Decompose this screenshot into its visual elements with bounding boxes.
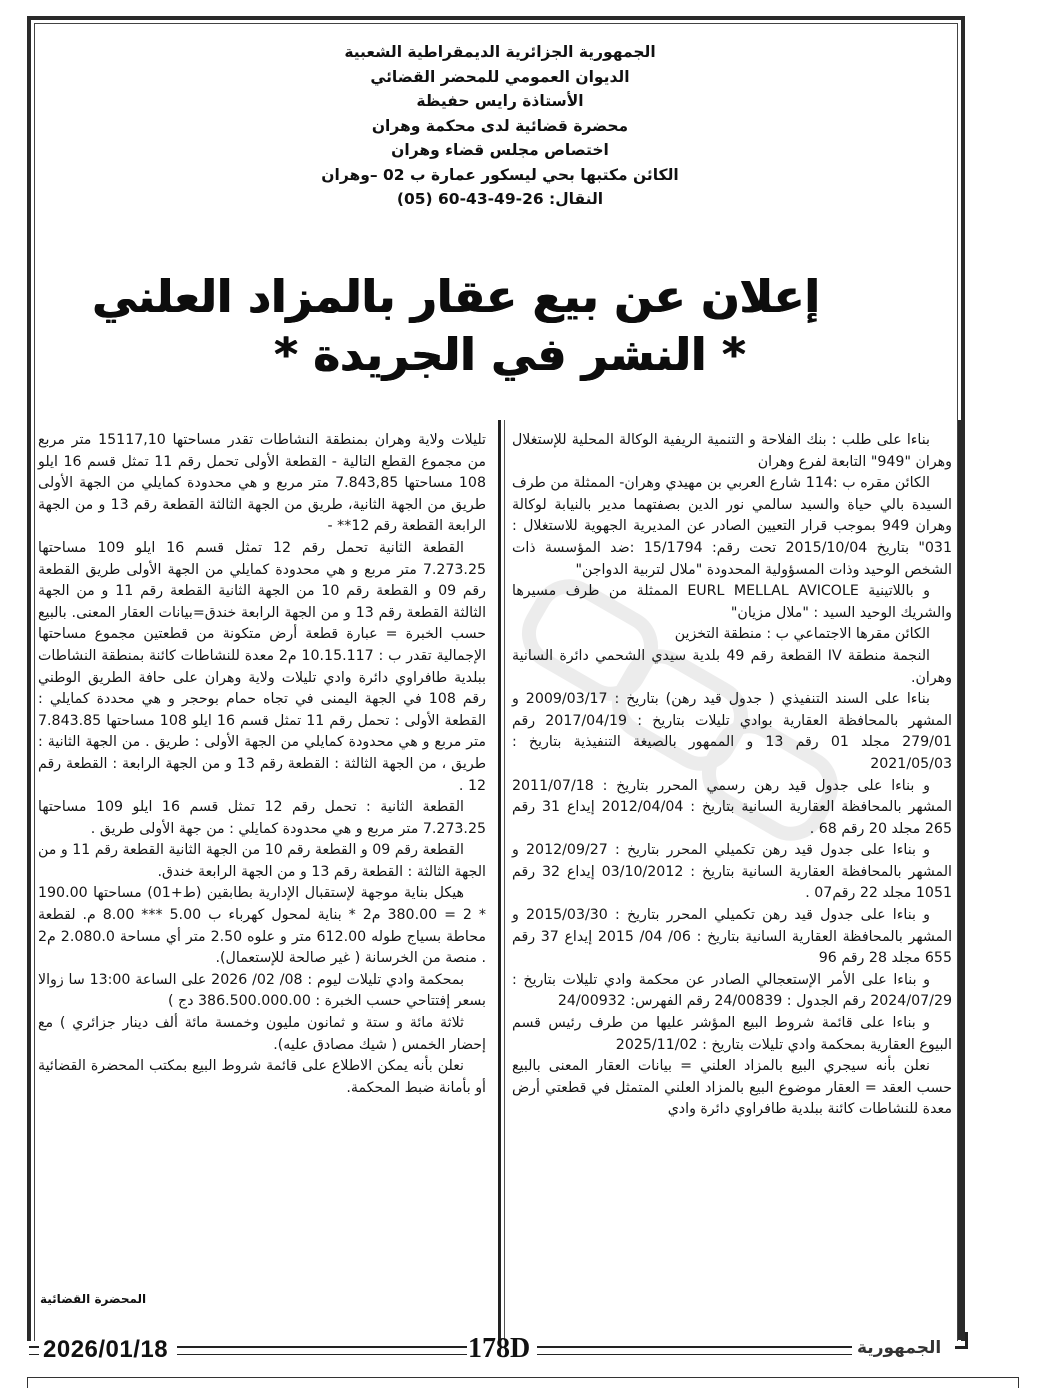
paragraph: الكائن مقره ب :114 شارع العربي بن مهيدي وهران- الممثلة من طرف السيدة بالي حياة والسيد سالمي نور الدين بصفتهما مدير بالنيابة لوكالة وهران 949 بموجب قرار التعيين الصادر عن المديرية الجهوية للاستغلال : 031" بتاريخ 2015/10/04 تحت رقم: 15/1794 :ضد المؤسسة ذات الشخص الوحيد وذات المسؤولية المحدودة "ملال لتربية الدواجن"	[512, 475, 952, 578]
signature: المحضرة القضائية	[40, 1292, 147, 1306]
header-phone: النقال: 26-49-43-60 (05)	[396, 190, 604, 208]
frame-right-rule	[958, 420, 962, 1340]
ad-title	[92, 268, 820, 384]
paragraph: نعلن بأنه يمكن الاطلاع على قائمة شروط البيع بمكتب المحضرة القضائية أو بأمانة ضبط المحكمة.	[38, 1058, 486, 1096]
paragraph: نعلن بأنه سيجري البيع بالمزاد العلني = بيانات العقار المعنى بالبيع حسب العقد = العقار موضوع البيع بالمزاد العلني المتمثل في قطعتي أرض معدة للنشاطات كائنة ببلدية طافراوي دائرة وادي	[512, 1058, 952, 1118]
paragraph: القطعة الثانية : تحمل رقم 12 تمثل قسم 16 ايلو 109 مساحتها 7.273.25 متر مربع و هي محدودة كمايلي : من جهة الأولى طريق .	[38, 799, 486, 837]
paragraph: و بناءا على جدول قيد رهن تكميلي المحرر بتاريخ : 2015/03/30 و المشهر بالمحافظة العقارية السانية بتاريخ : 06/ 04/ 2015 إيداع 37 رقم 655 مجلد 28 رقم 96	[512, 907, 953, 967]
page-number: 178D	[468, 1333, 531, 1364]
next-ad-frame	[27, 1377, 1019, 1388]
header-office: الديوان العمومي للمحضر القضائي	[370, 67, 630, 86]
paragraph: و بناءا على جدول قيد رهن رسمي المحرر بتاريخ : 2011/07/18 المشهر بالمحافظة العقارية السانية بتاريخ : 2012/04/04 إيداع 31 رقم 265 مجلد 20 رقم 68 .	[512, 777, 952, 837]
paragraph: تليلات ولاية وهران بمنطقة النشاطات تقدر مساحتها 15117,10 متر مربع من مجموع القطع التالية - القطعة الأولى تحمل رقم 11 تمثل قسم 16 ايلو 108 مساحتها 7.843,85 متر مربع و هي محدودة كمايلي من الجهة الأولى طريق من الجهة الثانية، طريق من الجهة الثالثة القطعة رقم 13 و من الجهة الرابعة القطعة رقم 12** -	[38, 432, 487, 535]
title-main: إعلان عن بيع عقار بالمزاد العلني	[92, 270, 820, 323]
paragraph: بمحكمة وادي تليلات ليوم : 08/ 02/ 2026 على الساعة 13:00 سا زوالا بسعر إفتتاحي حسب الخبرة : 386.500.000.00 دج )	[38, 971, 486, 1010]
footer-rule	[29, 1346, 39, 1355]
title-sub: * النشر في الجريدة *	[274, 328, 746, 381]
header-court: محضرة قضائية لدى محكمة وهران	[371, 116, 629, 135]
paragraph: هيكل بناية موجهة لإستقبال الإدارية بطابقين (ط+01) مساحتها 190.00 * 2 = 380.00 م2 * بناية لمحول كهرباء ب 5.00 *** 8.00 م. لقطعة محاطة بسياج طوله 612.00 متر و علوه 2.50 متر أي مساحة 2.080.0 م2 . منصة من الخرسانة ( غير صالحة للإستعمال).	[38, 885, 486, 967]
paragraph: بناءا على السند التنفيذي ( جدول قيد رهن) بتاريخ : 2009/03/17 و المشهر بالمحافظة العقارية بوادي تليلات بتاريخ : 2017/04/19 رقم 279/01 مجلد 01 رقم 13 و الممهور بالصيغة التنفيذية بتاريخ : 2021/05/03	[512, 691, 952, 772]
footer-date: 2026/01/18	[43, 1336, 169, 1363]
paragraph: بناءا على طلب : بنك الفلاحة و التنمية الريفية الوكالة المحلية للإستغلال وهران "949" التابعة لفرع وهران	[512, 432, 952, 470]
paragraph: النجمة منطقة IV القطعة رقم 49 بلدية سيدي الشحمي دائرة السانية وهران.	[512, 647, 952, 686]
header-country: الجمهورية الجزائرية الديمقراطية الشعبية	[344, 43, 656, 61]
paragraph: القطعة الثانية تحمل رقم 12 تمثل قسم 16 ايلو 109 مساحتها 7.273.25 متر مربع و هي محدودة كمايلي من الجهة الأولى طريق القطعة رقم 09 و القطعة رقم 10 من الجهة الثانية القطعة رقم 11 و من الجهة الثالثة القطعة رقم 13 و من الجهة الرابعة خندق=بيانات العقار المعنى. بالبيع حسب الخبرة = عبارة قطعة أرض متكونة من قطعتين مجموع مساحتها الإجمالية تقدر ب : 10.15.117 م2 معدة للنشاطات كائنة بمنطقة النشاطات ببلدية طافراوي دائرة وادي تليلات ولاية وهران على حافة الطريق الوطني رقم 108 في الجهة اليمنى في تجاه حمام بوحجر و هي محددة كمايلي : القطعة الأولى : تحمل رقم 11 تمثل قسم 16 ايلو 108 مساحتها 7.843.85 متر مربع و هي محدودة كمايلي من الجهة الأولى : طريق . من الجهة الثانية : طريق ، من الجهة الثالثة : القطعة رقم 13 و من الجهة الرابعة : القطعة رقم 12 .	[38, 539, 487, 794]
footer-rule	[537, 1346, 852, 1355]
right-column	[512, 430, 952, 1121]
page-footer	[27, 1333, 972, 1366]
paragraph: و بناءا على الأمر الإستعجالي الصادر عن محكمة وادي تليلات بتاريخ : 2024/07/29 رقم الجدول : 24/00839 رقم الفهرس: 24/00932	[512, 971, 952, 1010]
paragraph: ثلاثة مائة و ستة و ثمانون مليون وخمسة مائة ألف دينار جزائري ) مع إحضار الخمس ( شيك مصادق عليه).	[38, 1015, 486, 1053]
header-bailiff-name: الأستاذة رايس حفيظة	[416, 92, 584, 110]
header-address: الكائن مكتبها بحي ليسكور عمارة ب 02 –وهران	[321, 165, 679, 184]
paragraph: الكائن مقرها الاجتماعي ب : منطقة التخزين	[674, 626, 930, 643]
footer-corner	[955, 1332, 968, 1349]
paragraph: و بناءا على قائمة شروط البيع المؤشر عليها من طرف رئيس قسم البيوع العقارية بمحكمة وادي تليلات بتاريخ : 2025/11/02	[512, 1015, 952, 1053]
column-divider	[498, 420, 505, 1340]
header-jurisdiction: اختصاص مجلس قضاء وهران	[391, 141, 609, 159]
paragraph: القطعة رقم 09 و القطعة رقم 10 من الجهة الثانية القطعة رقم 11 و من الجهة الثالثة : القطعة رقم 13 و من الجهة الرابعة خندق.	[38, 842, 486, 880]
left-column	[38, 430, 486, 1099]
paragraph: و بناءا على جدول قيد رهن تكميلي المحرر بتاريخ : 2012/09/27 و المشهر بالمحافظة العقارية السانية بتاريخ : 03/10/2012 إيداع 32 رقم 1051 مجلد 22 رقم07 .	[512, 842, 952, 902]
bailiff-header	[300, 40, 700, 212]
footer-rule	[177, 1346, 467, 1355]
paragraph: و باللاتينية EURL MELLAL AVICOLE الممثلة من طرف مسيرها والشريك الوحيد السيد : "ملال مزيان"	[512, 583, 952, 621]
publication-name: الجمهورية	[857, 1338, 942, 1358]
